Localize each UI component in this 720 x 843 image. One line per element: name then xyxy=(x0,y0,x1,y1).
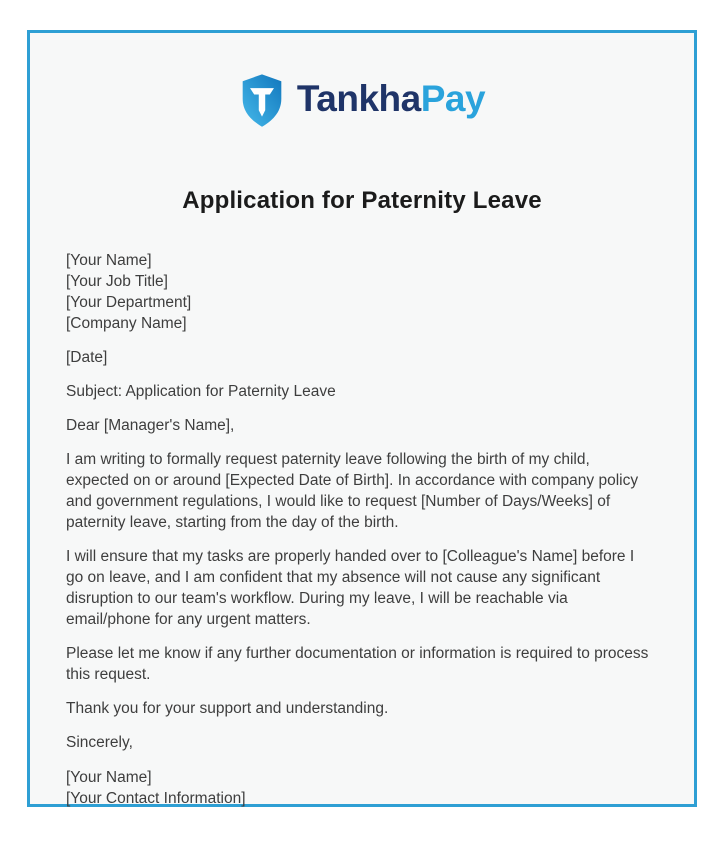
closing-line: Sincerely, xyxy=(66,734,133,751)
sender-job-title-line: [Your Job Title] xyxy=(66,273,168,290)
greeting-line: Dear [Manager's Name], xyxy=(66,417,235,434)
letter-frame xyxy=(27,30,697,807)
brand-name-primary: Tankha xyxy=(296,77,421,119)
body-paragraph-2: I will ensure that my tasks are properly handed over to [Colleague's Name] before I go on leave, and I am confident that my absence will not cause any significant disruption to our team's workflow. During my leave, I will be reachable via email/phone for any urgent matters. xyxy=(66,548,635,628)
date-line: [Date] xyxy=(66,349,108,366)
body-paragraph-3: Please let me know if any further documentation or information is required to process this request. xyxy=(66,645,649,683)
shield-with-t-icon xyxy=(239,73,285,129)
letter-body xyxy=(66,250,658,809)
body-paragraph-4: Thank you for your support and understanding. xyxy=(66,700,389,717)
brand-name-secondary: Pay xyxy=(420,77,486,119)
signature-contact-line: [Your Contact Information] xyxy=(66,790,246,807)
letter-title: Application for Paternity Leave xyxy=(182,187,542,214)
sender-block xyxy=(66,250,658,334)
sender-department-line: [Your Department] xyxy=(66,294,192,311)
signature-block xyxy=(66,767,658,809)
sender-name-line: [Your Name] xyxy=(66,252,152,269)
subject-line: Subject: Application for Paternity Leave xyxy=(66,383,336,400)
brand-wordmark xyxy=(296,77,486,123)
brand-logo xyxy=(66,73,658,129)
body-paragraph-1: I am writing to formally request paternity leave following the birth of my child, expected on or around [Expected Date of Birth]. In accordance with company policy and government regulations, I would like to request [Number of Days/Weeks] of paternity leave, starting from the day of the birth. xyxy=(66,451,639,531)
sender-company-line: [Company Name] xyxy=(66,315,187,332)
signature-name-line: [Your Name] xyxy=(66,769,152,786)
